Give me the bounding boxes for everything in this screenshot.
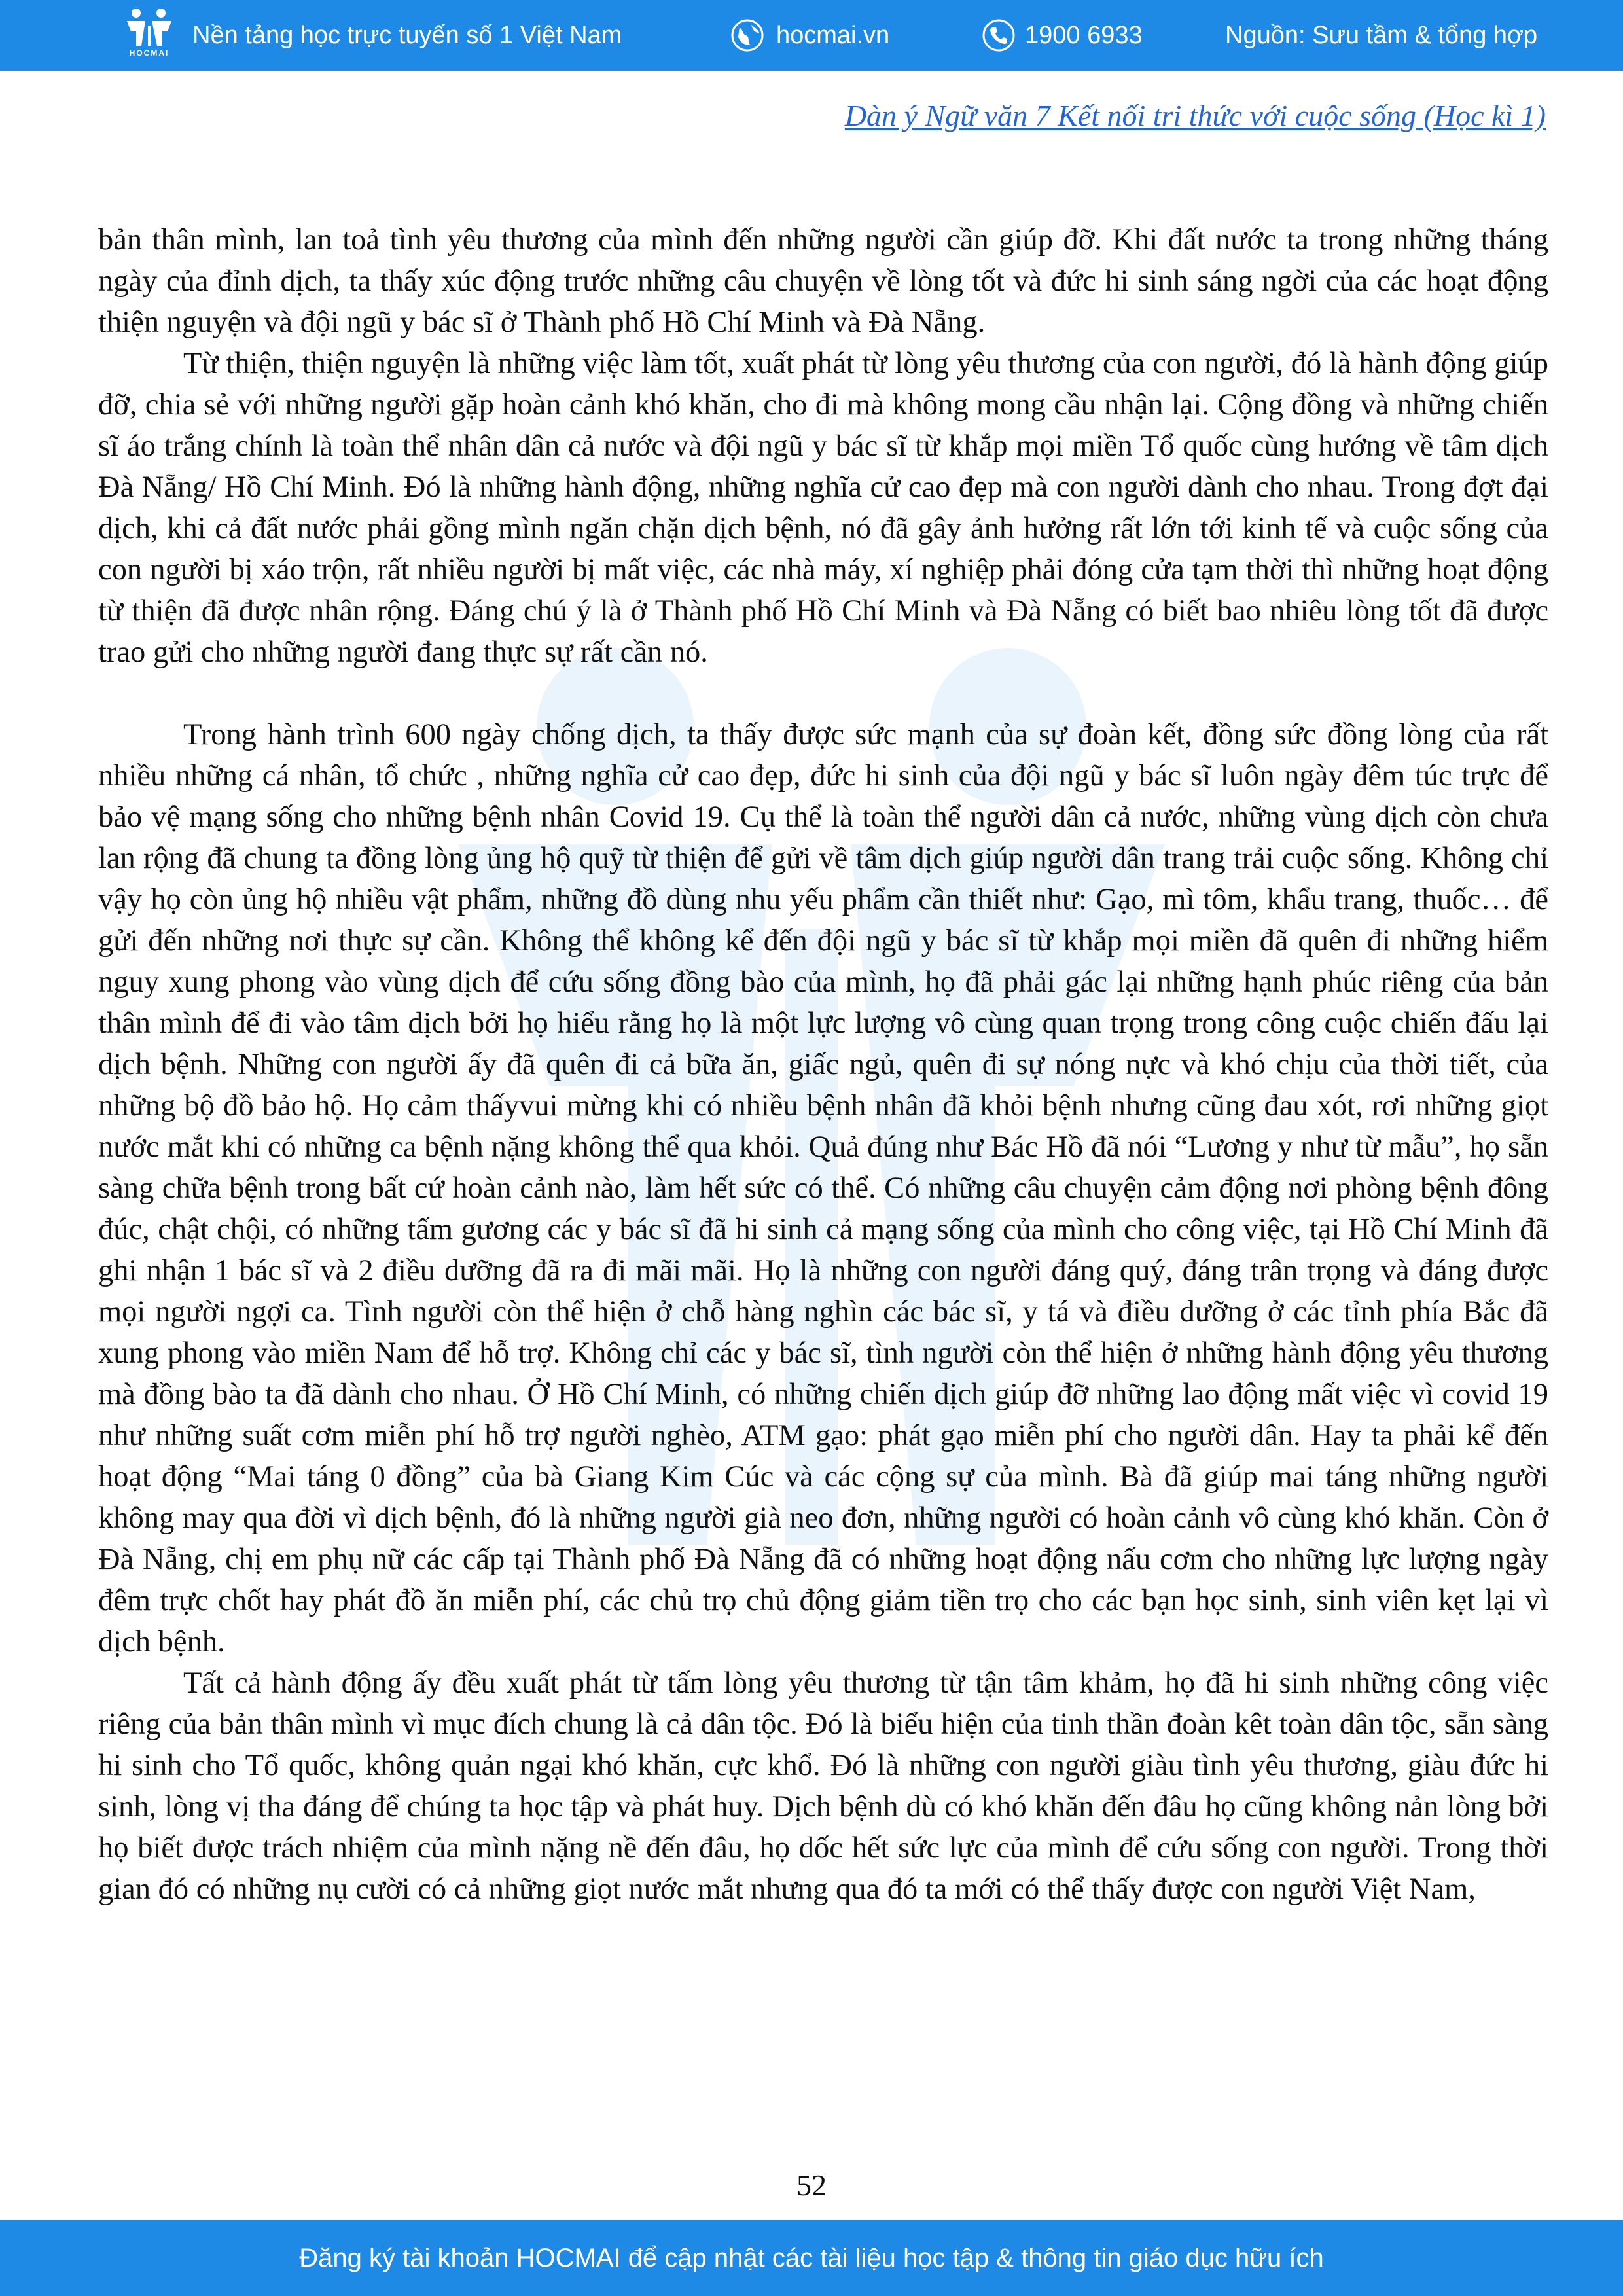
logo-text: HOCMAI [129,48,169,58]
website-link[interactable] [730,0,889,71]
page-number: 52 [796,2168,827,2202]
header-bar [0,0,1623,71]
paragraph: bản thân mình, lan toả tình yêu thương của mình đến những người cần giúp đỡ. Khi đất nước ta trong những tháng ngày của đỉnh dịch, ta thấy xúc động trước những câu chuyện về lòng tốt và đức hi sinh sáng ngời của các hoạt động thiện nguyện và đội ngũ y bác sĩ ở Thành phố Hồ Chí Minh và Đà Nẵng. [98,223,1548,339]
document-body [98,219,1548,1910]
phone-text: 1900 6933 [1025,21,1143,49]
website-text: hocmai.vn [776,21,890,49]
paragraph: Tất cả hành động ấy đều xuất phát từ tấm lòng yêu thương từ tận tâm khảm, họ đã hi sinh những công việc riêng của bản thân mình vì mục đích chung là cả dân tộc. Đó là biểu hiện của tinh thần đoàn kêt toàn dân tộc, sẵn sàng hi sinh cho Tổ quốc, không quản ngại khó khăn, cực khổ. Đó là những con người giàu tình yêu thương, giàu đức hi sinh, lòng vị tha đáng để chúng ta học tập và phát huy. Dịch bệnh dù có khó khăn đến đâu họ cũng không nản lòng bởi họ biết được trách nhiệm của mình nặng nề đến đâu, họ dốc hết sức lực của mình để cứu sống con người. Trong thời gian đó có những nụ cười có cả những giọt nước mắt nhưng qua đó ta mới có thể thấy được con người Việt Nam, [98,1666,1548,1906]
footer-bar[interactable] [0,2220,1623,2296]
globe-icon [730,18,764,52]
paragraph: Trong hành trình 600 ngày chống dịch, ta thấy được sức mạnh của sự đoàn kết, đồng sức đồng lòng của rất nhiều những cá nhân, tổ chức , những nghĩa cử cao đẹp, đức hi sinh của đội ngũ y bác sĩ luôn ngày đêm túc trực để bảo vệ mạng sống cho những bệnh nhân Covid 19. Cụ thể là toàn thể người dân cả nước, những vùng dịch còn chưa lan rộng đã chung ta đồng lòng ủng hộ quỹ từ thiện để gửi về tâm dịch giúp người dân trang trải cuộc sống. Không chỉ vậy họ còn ủng hộ nhiều vật phẩm, những đồ dùng nhu yếu phẩm cần thiết như: Gạo, mì tôm, khẩu trang, thuốc… để gửi đến những nơi thực sự cần. Không thể không kể đến đội ngũ y bác sĩ từ khắp mọi miền đã quên đi những hiểm nguy xung phong vào vùng dịch để cứu sống đồng bào của mình, họ đã phải gác lại những hạnh phúc riêng của bản thân mình để đi vào tâm dịch bởi họ hiểu rằng họ là một lực lượng vô cùng quan trọng trong công cuộc chiến đấu lại dịch bệnh. Những con người ấy đã quên đi cả bữa ăn, giấc ngủ, quên đi sự nóng nực và khó chịu của thời tiết, của những bộ đồ bảo hộ. Họ cảm thấyvui mừng khi có nhiều bệnh nhân đã khỏi bệnh nhưng cũng đau xót, rơi những giọt nước mắt khi có những ca bệnh nặng không thể qua khỏi. Quả đúng như Bác Hồ đã nói “Lương y như từ mẫu”, họ sẵn sàng chữa bệnh trong bất cứ hoàn cảnh nào, làm hết sức có thể. Có những câu chuyện cảm động nơi phòng bệnh đông đúc, chật chội, có những tấm gương các y bác sĩ đã hi sinh cả mạng sống của mình cho công việc, tại Hồ Chí Minh đã ghi nhận 1 bác sĩ và 2 điều dưỡng đã ra đi mãi mãi. Họ là những con người đáng quý, đáng trân trọng và đáng được mọi người ngợi ca. Tình người còn thể hiện ở chỗ hàng nghìn các bác sĩ, y tá và điều dưỡng ở các tỉnh phía Bắc đã xung phong vào miền Nam để hỗ trợ. Không chỉ các y bác sĩ, tình người còn thể hiện ở những hành động yêu thương mà đồng bào ta đã dành cho nhau. Ở Hồ Chí Minh, có những chiến dịch giúp đỡ những lao động mất việc vì covid 19 như những suất cơm miễn phí hỗ trợ người nghèo, ATM gạo: phát gạo miễn phí cho người dân. Hay ta phải kể đến hoạt động “Mai táng 0 đồng” của bà Giang Kim Cúc và các cộng sự của mình. Bà đã giúp mai táng những người không may qua đời vì dịch bệnh, đó là những người già neo đơn, những người có hoàn cảnh vô cùng khó khăn. Còn ở Đà Nẵng, chị em phụ nữ các cấp tại Thành phố Đà Nẵng đã có những hoạt động nấu cơm cho những lực lượng ngày đêm trực chốt hay phát đồ ăn miễn phí, các chủ trọ chủ động giảm tiền trọ cho các bạn học sinh, sinh viên kẹt lại vì dịch bệnh. [98,718,1548,1659]
phone-icon [982,18,1016,52]
document-title[interactable]: Dàn ý Ngữ văn 7 Kết nối tri thức với cuộc sống (Học kì 1) [844,99,1546,132]
source-text: Nguồn: Sưu tầm & tổng hợp [1225,21,1538,49]
paragraph: Từ thiện, thiện nguyện là những việc làm tốt, xuất phát từ lòng yêu thương của con người, đó là hành động giúp đỡ, chia sẻ với những người gặp hoàn cảnh khó khăn, cho đi mà không mong cầu nhận lại. Cộng đồng và những chiến sĩ áo trắng chính là toàn thể nhân dân cả nước và đội ngũ y bác sĩ từ khắp mọi miền Tổ quốc cùng hướng về tâm dịch Đà Nẵng/ Hồ Chí Minh. Đó là những hành động, những nghĩa cử cao đẹp mà con người dành cho nhau. Trong đợt đại dịch, khi cả đất nước phải gồng mình ngăn chặn dịch bệnh, nó đã gây ảnh hưởng rất lớn tới kinh tế và cuộc sống của con người bị xáo trộn, rất nhiều người bị mất việc, các nhà máy, xí nghiệp phải đóng cửa tạm thời thì những hoạt động từ thiện đã được nhân rộng. Đáng chú ý là ở Thành phố Hồ Chí Minh và Đà Nẵng có biết bao nhiêu lòng tốt đã được trao gửi cho những người đang thực sự rất cần nó. [98,347,1548,669]
slogan: Nền tảng học trực tuyến số 1 Việt Nam [192,21,622,49]
phone-link[interactable] [982,0,1143,71]
footer-text: Đăng ký tài khoản HOCMAI để cập nhật các tài liệu học tập & thông tin giáo dục hữu ích [299,2243,1324,2272]
hocmai-logo-icon [122,7,177,47]
hocmai-logo[interactable] [122,7,177,65]
